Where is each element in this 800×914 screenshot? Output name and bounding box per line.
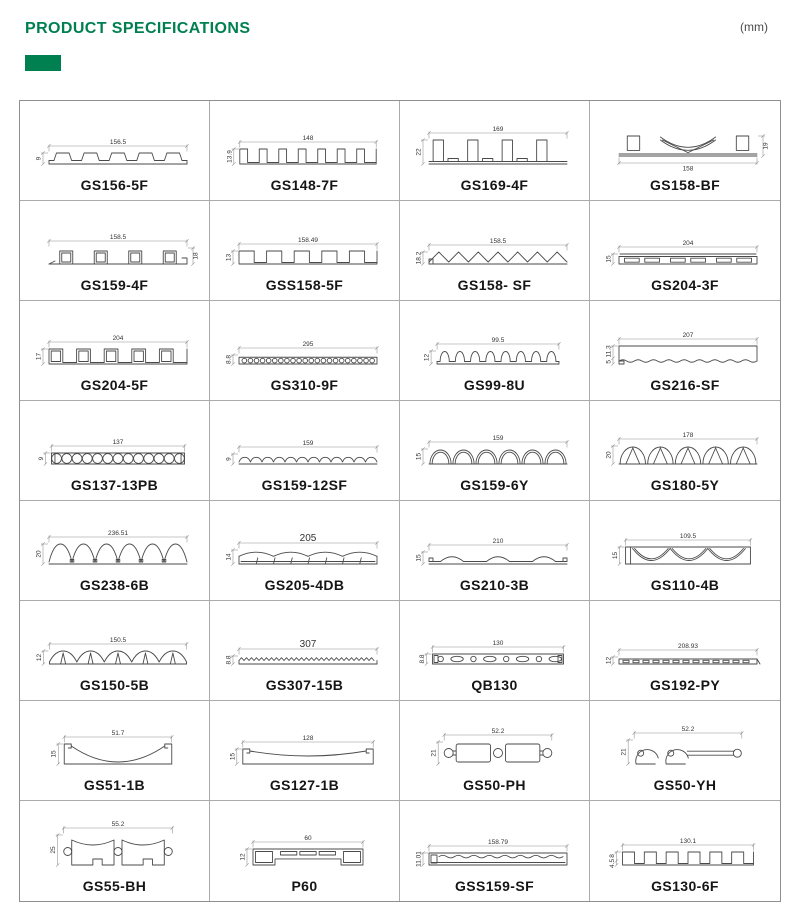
profile-drawing (400, 108, 590, 184)
width-dim-label: 99.5 (491, 336, 504, 344)
product-cell (400, 301, 590, 401)
product-code: GS216-SF (650, 377, 720, 393)
product-cell (210, 201, 400, 301)
width-dim-label: 208.93 (678, 642, 698, 650)
height-dim-label: 15 (415, 554, 422, 562)
product-code: GS51-1B (83, 777, 146, 793)
product-cell (210, 301, 400, 401)
width-dim-label: 150.5 (109, 636, 126, 644)
product-code: P60 (291, 877, 318, 894)
width-dim-label: 130 (492, 639, 503, 647)
product-cell (210, 801, 400, 901)
product-code: GS99-8U (463, 377, 526, 393)
profile-drawing (590, 508, 780, 584)
product-cell (590, 801, 780, 901)
width-dim-label: 60 (303, 834, 312, 842)
product-code: GSS158-5F (265, 277, 344, 293)
profile-drawing (210, 608, 400, 684)
width-dim-label: 130.1 (679, 837, 697, 845)
width-dim-label: 205 (299, 532, 316, 544)
product-code: GS169-4F (460, 177, 529, 193)
product-cell (590, 301, 780, 401)
product-code: GS110-4B (650, 577, 720, 593)
profile-drawing (20, 608, 210, 684)
width-dim-label: 158.5 (489, 237, 506, 245)
height-dim-label: 22 (415, 148, 422, 156)
profile-drawing (210, 108, 400, 184)
product-cell (210, 401, 400, 501)
height-dim-label: 8.8 (418, 654, 426, 664)
page-title: PRODUCT SPECIFICATIONS (25, 20, 251, 37)
height-dim-label: 8.8 (225, 354, 232, 365)
profile-drawing (20, 809, 210, 885)
height-dim-label: 9 (37, 456, 45, 461)
product-code: GS310-9F (270, 377, 339, 393)
height-dim-label: 20 (35, 550, 42, 558)
profile-drawing (590, 208, 780, 284)
product-cell (400, 801, 590, 901)
product-code: GS50-PH (463, 777, 526, 793)
height-dim-label: 19 (762, 142, 770, 150)
profile-drawing (590, 809, 780, 885)
product-cell (20, 701, 210, 801)
profile-drawing (590, 308, 780, 384)
height-dim-label: 25 (49, 845, 57, 854)
product-code: GS127-1B (269, 777, 340, 793)
width-dim-label: 295 (302, 340, 313, 348)
product-code: GS180-5Y (650, 477, 720, 493)
height-dim-label: 11.3 (605, 345, 613, 358)
profile-drawing (400, 408, 590, 484)
product-cell (20, 101, 210, 201)
width-dim-label: 109.5 (679, 532, 697, 540)
height-dim-label: 8.8 (225, 655, 232, 665)
product-code: GS210-3B (459, 577, 530, 593)
width-dim-label: 52.2 (681, 725, 695, 733)
height-dim-label: 12 (423, 353, 431, 362)
product-cell (210, 601, 400, 701)
product-code: GS307-15B (265, 677, 344, 693)
height-dim-label: 15 (50, 750, 58, 758)
profile-drawing (400, 308, 590, 384)
product-code: GS50-YH (653, 777, 717, 793)
product-cell (20, 501, 210, 601)
height-dim-label: 21 (430, 749, 438, 757)
profile-drawing (20, 708, 210, 784)
width-dim-label: 210 (492, 537, 503, 545)
height-dim-label: 9 (35, 156, 42, 161)
height-dim-label: 20 (605, 451, 613, 459)
height-dim-label: 15 (228, 752, 236, 761)
product-cell (590, 701, 780, 801)
width-dim-label: 158.5 (109, 233, 126, 241)
product-cell (590, 601, 780, 701)
unit-label: (mm) (740, 20, 768, 34)
product-cell (590, 201, 780, 301)
width-dim-label: 52.2 (491, 727, 504, 735)
product-cell (400, 601, 590, 701)
product-code: GS159-4F (80, 277, 149, 293)
product-cell (590, 101, 780, 201)
width-dim-label: 207 (682, 331, 694, 339)
profile-drawing (590, 708, 780, 784)
height-dim-label: 12 (35, 653, 43, 662)
width-dim-label: 169 (492, 125, 503, 133)
width-dim-label: 137 (112, 438, 123, 446)
profile-drawing (20, 508, 210, 584)
product-code: GS156-5F (80, 177, 149, 193)
product-code: GS192-PY (649, 677, 721, 693)
height-dim-label: 12 (239, 852, 246, 861)
width-dim-label: 159 (492, 434, 503, 442)
profile-drawing (400, 508, 590, 584)
profile-drawing (590, 108, 780, 184)
product-code: GS130-6F (651, 877, 719, 894)
product-code: GS238-6B (79, 577, 150, 593)
product-cell (210, 101, 400, 201)
product-cell (400, 201, 590, 301)
profile-drawing (210, 809, 400, 885)
product-cell (590, 401, 780, 501)
product-cell (20, 401, 210, 501)
height-dim-label: 11.01 (415, 850, 422, 867)
height-dim-label: 13 (225, 253, 232, 262)
width-dim-label: 158 (682, 165, 694, 173)
width-dim-label: 148 (302, 134, 313, 142)
width-dim-label: 51.7 (111, 729, 124, 737)
profile-drawing (210, 408, 400, 484)
height-dim-label: 9 (225, 457, 232, 461)
page-header (25, 20, 250, 71)
product-cell (20, 301, 210, 401)
product-cell (210, 701, 400, 801)
profile-drawing (400, 208, 590, 284)
profile-drawing (210, 708, 400, 784)
height2-dim-label: 4.5 (608, 858, 616, 868)
width-dim-label: 55.2 (111, 820, 124, 828)
height-dim-label: 21 (620, 748, 628, 756)
height-dim-label: 12 (605, 656, 613, 665)
width-dim-label: 158.79 (487, 838, 508, 846)
product-cell (400, 401, 590, 501)
product-code: GS158-BF (649, 177, 721, 193)
width-dim-label: 204 (112, 334, 123, 342)
product-cell (400, 501, 590, 601)
product-code: GS158- SF (457, 277, 532, 293)
width-dim-label: 159 (302, 439, 313, 447)
accent-swatch (25, 55, 61, 71)
product-cell (400, 701, 590, 801)
height-dim-label: 15 (415, 452, 422, 461)
profile-drawing (210, 308, 400, 384)
product-cell (210, 501, 400, 601)
height-dim-label: 18 (192, 252, 199, 260)
profile-drawing (210, 508, 400, 584)
width-dim-label: 158.49 (297, 236, 318, 244)
product-code: GS204-5F (80, 377, 149, 393)
profile-drawing (20, 408, 210, 484)
profile-drawing (20, 308, 210, 384)
width-dim-label: 236.51 (107, 529, 128, 537)
profile-drawing (20, 208, 210, 284)
width-dim-label: 156.5 (109, 138, 126, 146)
product-cell (590, 501, 780, 601)
product-cell (20, 601, 210, 701)
product-cell (20, 201, 210, 301)
profile-drawing (20, 108, 210, 184)
product-code: GS159-6Y (460, 477, 529, 493)
product-code: GS55-BH (82, 877, 147, 894)
height-dim-label: 15 (605, 255, 613, 263)
product-code: GS205-4DB (264, 577, 345, 593)
height-dim-label: 13.9 (225, 150, 233, 163)
product-code: GS150-5B (79, 677, 150, 693)
product-code: QB130 (471, 677, 518, 693)
width-dim-label: 204 (682, 239, 694, 247)
product-code: GS204-3F (651, 277, 719, 293)
product-cell (400, 101, 590, 201)
product-code: GSS159-SF (454, 877, 535, 894)
height-dim-label: 8 (608, 853, 616, 858)
profile-drawing (590, 608, 780, 684)
product-code: GS159-12SF (261, 477, 348, 493)
profile-drawing (400, 708, 590, 784)
width-dim-label: 307 (299, 638, 316, 650)
product-code: GS137-13PB (70, 477, 159, 493)
height-dim-label: 15 (612, 551, 620, 560)
spec-grid (19, 100, 781, 902)
height-dim-label: 17 (35, 352, 42, 361)
height-dim-label: 18.2 (415, 251, 422, 265)
width-dim-label: 128 (302, 734, 313, 742)
height2-dim-label: 5 (605, 360, 613, 364)
profile-drawing (210, 208, 400, 284)
profile-drawing (400, 608, 590, 684)
product-code: GS148-7F (270, 177, 339, 193)
profile-drawing (590, 408, 780, 484)
profile-drawing (400, 809, 590, 885)
product-cell (20, 801, 210, 901)
width-dim-label: 178 (682, 431, 694, 439)
height-dim-label: 14 (225, 553, 232, 561)
